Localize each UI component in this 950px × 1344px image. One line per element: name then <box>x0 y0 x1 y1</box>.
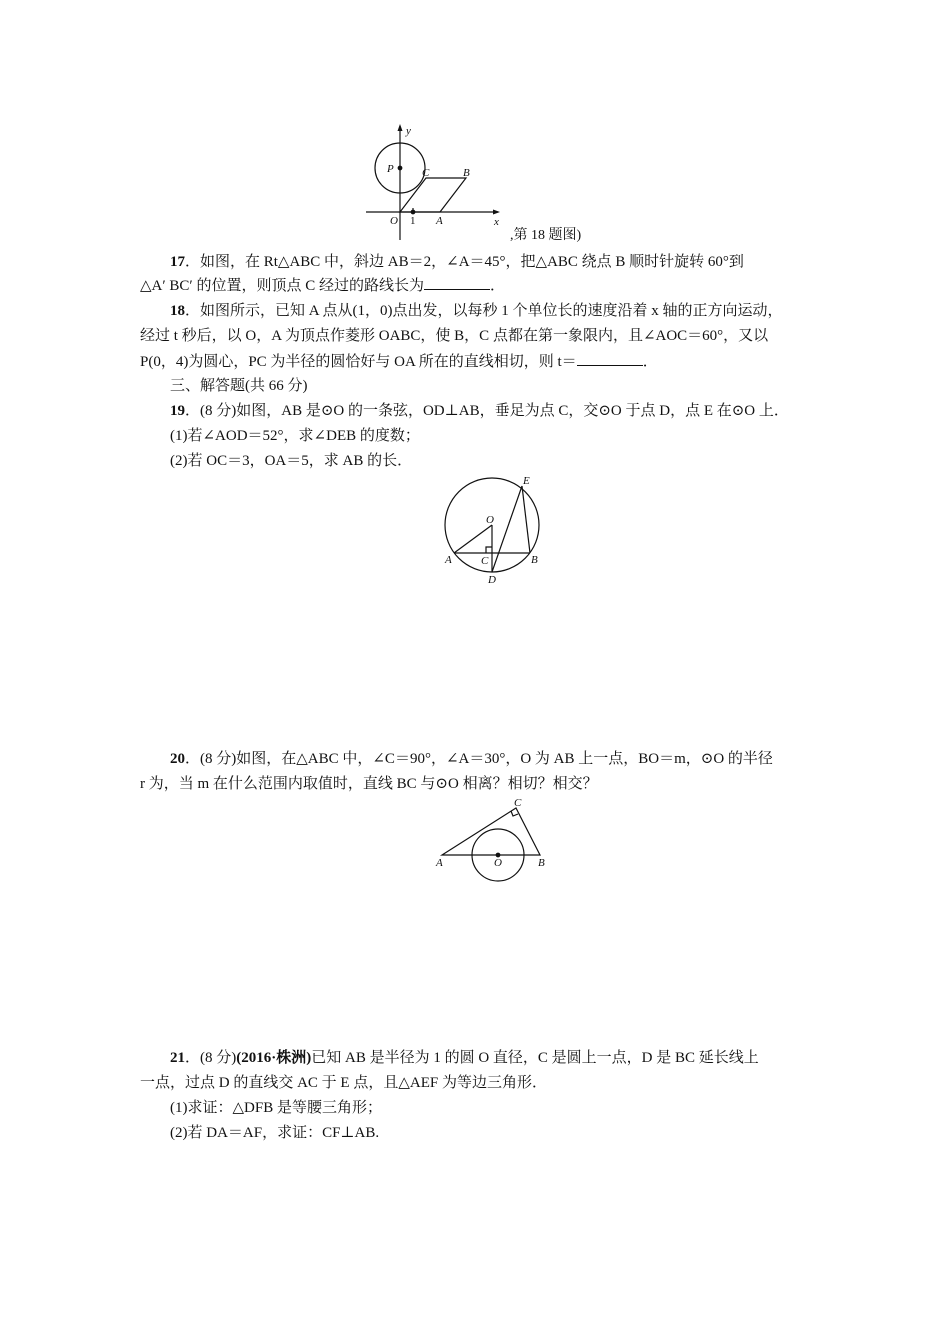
q21-line-2: 一点，过点 D 的直线交 AC 于 E 点，且△AEF 为等边三角形． <box>140 1075 547 1091</box>
label-b: B <box>463 167 470 179</box>
q19-part-1: (1)若∠AOD＝52°，求∠DEB 的度数； <box>170 428 420 444</box>
label-o: O <box>390 215 398 227</box>
q18-number: 18 <box>170 303 185 319</box>
label-o: O <box>486 514 494 526</box>
figure-19 <box>436 470 552 590</box>
q17-line-1 <box>170 252 744 272</box>
q17-answer-blank[interactable] <box>424 275 490 290</box>
label-c: C <box>481 555 489 567</box>
q18-line-3 <box>140 351 658 372</box>
q20-number: 20 <box>170 751 185 767</box>
right-angle-mark <box>486 547 492 553</box>
label-b: B <box>538 857 545 869</box>
label-a: A <box>436 215 443 227</box>
label-y: y <box>406 125 411 137</box>
q21-source: (2016·株洲) <box>236 1050 312 1066</box>
q20-line-1 <box>170 749 773 769</box>
label-x: x <box>494 216 499 228</box>
q21-part-1: (1)求证：△DFB 是等腰三角形； <box>170 1100 382 1116</box>
q21-part-2: (2)若 DA＝AF，求证：CF⊥AB. <box>170 1125 380 1141</box>
q17-line-2 <box>140 275 505 296</box>
q18-text-3-end: ． <box>642 354 658 370</box>
section-3-title: 三、解答题(共 66 分) <box>170 378 308 394</box>
q21-text-1: 已知 AB 是半径为 1 的圆 O 直径，C 是圆上一点，D 是 BC 延长线上 <box>311 1050 759 1066</box>
q20-line-2: r 为，当 m 在什么范围内取值时，直线 BC 与⊙O 相离？相切？相交？ <box>140 776 598 792</box>
q19-line-1 <box>170 401 789 421</box>
q20-text-1: ．(8 分)如图，在△ABC 中，∠C＝90°，∠A＝30°，O 为 AB 上一点，BO＝m，⊙O 的半径 <box>185 751 773 767</box>
right-angle-mark <box>511 811 518 816</box>
y-axis-arrow <box>398 124 403 131</box>
q19-text-1: ．(8 分)如图，AB 是⊙O 的一条弦，OD⊥AB，垂足为点 C，交⊙O 于点 D，点 E 在⊙O 上． <box>185 403 789 419</box>
q17-text-2: △A′ BC′ 的位置，则顶点 C 经过的路线长为 <box>140 278 424 294</box>
q19-number: 19 <box>170 403 185 419</box>
q19-part-2: (2)若 OC＝3，OA＝5，求 AB 的长． <box>170 453 413 469</box>
q21-number: 21 <box>170 1050 185 1066</box>
label-e: E <box>523 475 530 487</box>
label-a: A <box>436 857 443 869</box>
q18-line-1 <box>170 301 783 321</box>
label-c: C <box>422 167 430 179</box>
label-o: O <box>494 857 502 869</box>
figure-18 <box>360 122 510 242</box>
q17-text-1: ．如图，在 Rt△ABC 中，斜边 AB＝2，∠A＝45°，把△ABC 绕点 B 顺时针旋转 60°到 <box>185 254 744 270</box>
label-d: D <box>488 574 496 586</box>
label-c: C <box>514 797 522 809</box>
label-p: P <box>387 163 394 175</box>
q17-text-2-end: ． <box>489 278 505 294</box>
q21-score: ．(8 分) <box>185 1050 237 1066</box>
triangle-abc <box>442 808 540 855</box>
q17-number: 17 <box>170 254 185 270</box>
rhombus-oabc <box>400 178 466 212</box>
figure-18-caption: ,第 18 题图) <box>510 228 582 243</box>
q18-answer-blank[interactable] <box>577 351 643 366</box>
label-b: B <box>531 554 538 566</box>
q18-text-3: P(0，4)为圆心，PC 为半径的圆恰好与 OA 所在的直线相切，则 t＝ <box>140 354 577 370</box>
q18-text-1: ．如图所示，已知 A 点从(1，0)点出发，以每秒 1 个单位长的速度沿着 x 轴的正方向运动， <box>185 303 783 319</box>
q21-line-1 <box>170 1048 759 1068</box>
x-axis-arrow <box>493 210 500 215</box>
segment-ed <box>492 486 522 572</box>
point-p <box>398 166 402 170</box>
q18-line-2: 经过 t 秒后，以 O，A 为顶点作菱形 OABC，使 B，C 点都在第一象限内，且∠AOC＝60°，又以 <box>140 328 769 344</box>
label-a: A <box>445 554 452 566</box>
label-one: 1 <box>410 215 416 227</box>
figure-20 <box>432 796 552 886</box>
